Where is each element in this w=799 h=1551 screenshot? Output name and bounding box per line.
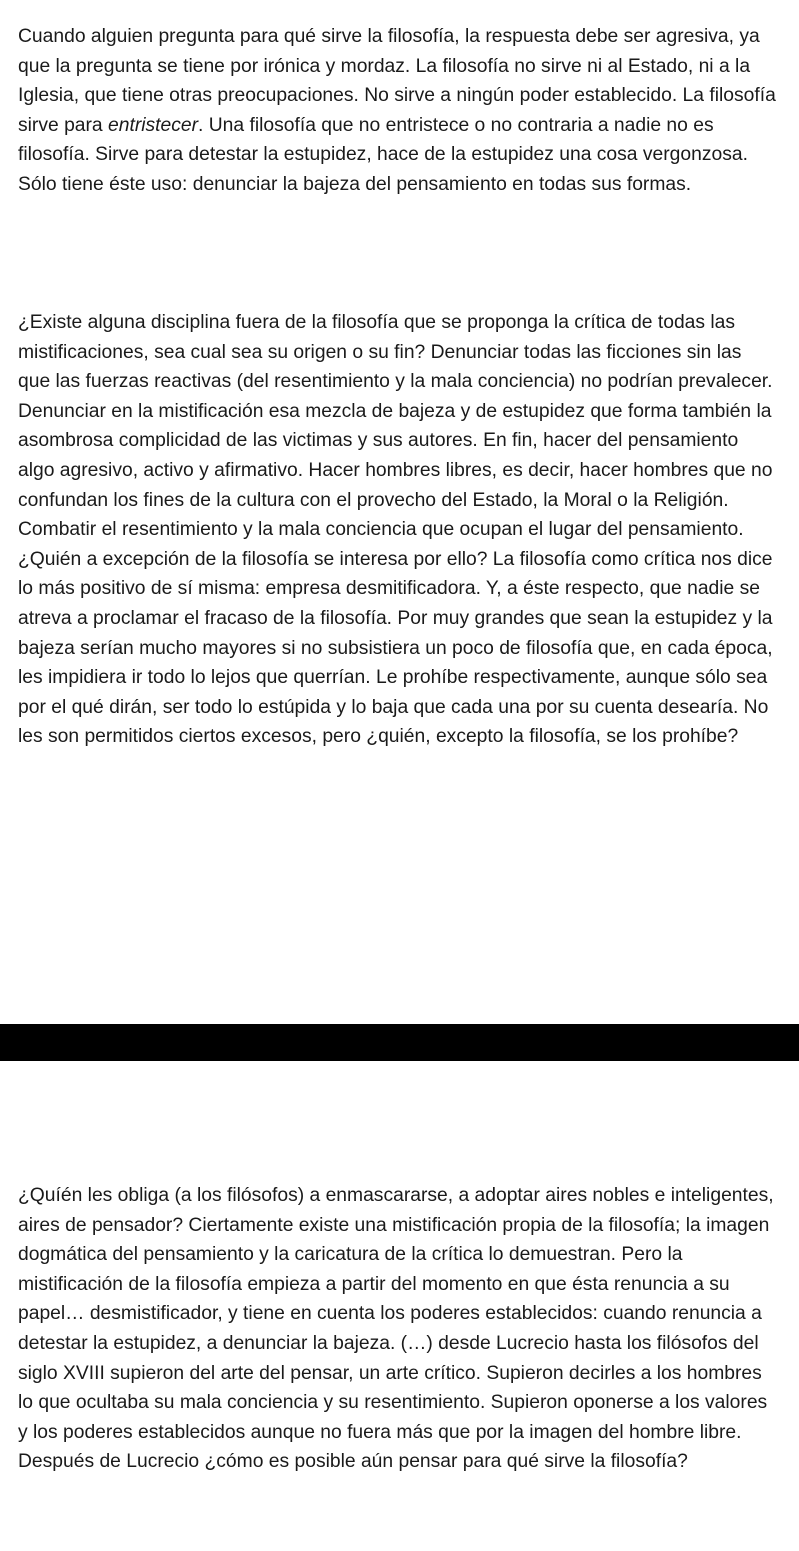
paragraph-2: ¿Existe alguna disciplina fuera de la filosofía que se proponga la crítica de todas las mistificaciones, sea cual sea su origen o su fin? Denunciar todas las ficciones sin las que las fuerzas reactivas (del resentimiento y la mala conciencia) no podrían prevalecer. Denunciar en la mistificación esa mezcla de bajeza y de estupidez que forma también la asombrosa complicidad de las victimas y sus autores. En fin, hacer del pensamiento algo agresivo, activo y afirmativo. Hacer hombres libres, es decir, hacer hombres que no confundan los fines de la cultura con el provecho del Estado, la Moral o la Religión. Combatir el resentimiento y la mala conciencia que ocupan el lugar del pensamiento. ¿Quién a excepción de la filosofía se interesa por ello? La filosofía como crítica nos dice lo más positivo de sí misma: empresa desmitificadora. Y, a éste respecto, que nadie se atreva a proclamar el fracaso de la filosofía. Por muy grandes que sean la estupidez y la bajeza serían mucho mayores si no subsistiera un poco de filosofía que, en cada época, les impidiera ir todo lo lejos que querrían. Le prohíbe respectivamente, aunque sólo sea por el qué dirán, ser todo lo estúpida y lo baja que cada una por su cuenta desearía. No les son permitidos ciertos excesos, pero ¿quién, excepto la filosofía, se los prohíbe? bbox=[18, 312, 773, 748]
paragraph-1-text-start: Cuando alguien pregunta para qué sirve la filosofía, la respuesta debe ser agresiva, ya que la pregunta se tiene por irónica y mordaz. La filosofía no sirve ni al Estado, ni a la Iglesia, que tiene otras preocupaciones. No sirve a ningún poder establecido. La filosofía sirve para bbox=[18, 26, 776, 136]
black-divider-bar bbox=[0, 1024, 799, 1061]
paragraph-1-emphasis: entristecer bbox=[108, 114, 199, 136]
paragraph-3: ¿Quíén les obliga (a los filósofos) a enmascararse, a adoptar aires nobles e inteligentes, aires de pensador? Ciertamente existe una mistificación propia de la filosofía; la imagen dogmática del pensamiento y la caricatura de la crítica lo demuestran. Pero la mistificación de la filosofía empieza a partir del momento en que ésta renuncia a su papel… desmistificador, y tiene en cuenta los poderes establecidos: cuando renuncia a detestar la estupidez, a denunciar la bajeza. (…) desde Lucrecio hasta los filósofos del siglo XVIII supieron del arte del pensar, un arte crítico. Supieron decirles a los hombres lo que ocultaba su mala conciencia y su resentimiento. Supieron oponerse a los valores y los poderes establecidos aunque no fuera más que por la imagen del hombre libre. Después de Lucrecio ¿cómo es posible aún pensar para qué sirve la filosofía? bbox=[18, 1185, 774, 1473]
paragraph-1 bbox=[18, 22, 778, 200]
paragraph-1-text-end: . Una filosofía que no entristece o no contraria a nadie no es filosofía. Sirve para detestar la estupidez, hace de la estupidez una cosa vergonzosa. Sólo tiene éste uso: denunciar la bajeza del pensamiento en todas sus formas. bbox=[18, 114, 748, 195]
